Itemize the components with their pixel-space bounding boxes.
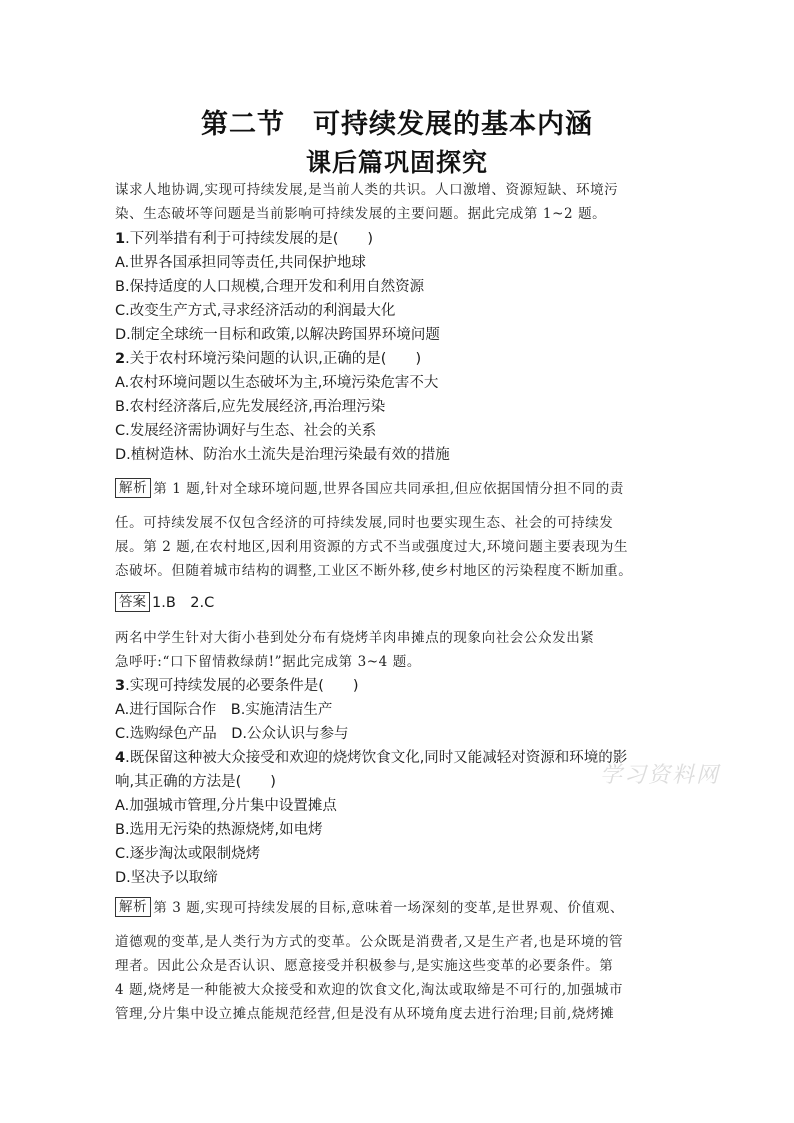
option-item: C.发展经济需协调好与生态、社会的关系 [115, 423, 377, 439]
option-item: C.选购绿色产品 D.公众认识与参与 [115, 726, 349, 742]
question-stem: .既保留这种被大众接受和欢迎的烧烤饮食文化,同时又能减轻对资源和环境的影 [125, 750, 628, 766]
analysis-tag: 解析 [115, 897, 151, 917]
intro-line: 急呼吁:“口下留情救绿荫!”据此完成第 3~4 题。 [115, 654, 421, 670]
question-number: 2 [115, 351, 126, 367]
analysis-line: 管理,分片集中设立摊点能规范经营,但是没有从环境角度去进行治理;目前,烧烤摊 [115, 1006, 615, 1022]
analysis-line: 展。第 2 题,在农村地区,因利用资源的方式不当或强度过大,环境问题主要表现为生 [115, 539, 629, 555]
analysis-line: 道德观的变革,是人类行为方式的变革。公众既是消费者,又是生产者,也是环境的管 [115, 934, 624, 950]
option-item: C.改变生产方式,寻求经济活动的利润最大化 [115, 303, 396, 319]
answer-block [115, 591, 685, 615]
question-stem: .下列举措有利于可持续发展的是( ) [125, 231, 374, 247]
analysis-tag: 解析 [115, 478, 151, 498]
question-stem: .实现可持续发展的必要条件是( ) [125, 678, 359, 694]
option-item: B.农村经济落后,应先发展经济,再治理污染 [115, 399, 386, 415]
analysis-line: 任。可持续发展不仅包含经济的可持续发展,同时也要实现生态、社会的可持续发 [115, 515, 614, 531]
question-stem: .关于农村环境污染问题的认识,正确的是( ) [125, 351, 422, 367]
question-1 [115, 227, 685, 251]
analysis-line: 理者。因此公众是否认识、愿意接受并积极参与,是实施这些变革的必要条件。第 [115, 958, 614, 974]
page-title: 第二节 可持续发展的基本内涵 [201, 109, 593, 140]
option-item: A.加强城市管理,分片集中设置摊点 [115, 798, 337, 814]
option-item: D.制定全球统一目标和政策,以解决跨国界环境问题 [115, 327, 440, 343]
option-item: A.世界各国承担同等责任,共同保护地球 [115, 255, 366, 271]
intro-line: 染、生态破坏等问题是当前影响可持续发展的主要问题。据此完成第 1~2 题。 [115, 206, 607, 222]
answer-text: 1.B 2.C [152, 595, 215, 611]
option-item: B.选用无污染的热源烧烤,如电烤 [115, 822, 323, 838]
option-item: D.坚决予以取缔 [115, 870, 218, 886]
option-item: D.植树造林、防治水土流失是治理污染最有效的措施 [115, 447, 450, 463]
question-number: 3 [115, 678, 126, 694]
answer-tag: 答案 [115, 592, 150, 612]
option-item: A.进行国际合作 B.实施清洁生产 [115, 702, 333, 718]
intro-line: 谋求人地协调,实现可持续发展,是当前人类的共识。人口激增、资源短缺、环境污 [115, 182, 619, 198]
option-item: C.逐步淘汰或限制烧烤 [115, 846, 261, 862]
analysis-line: 第 3 题,实现可持续发展的目标,意味着一场深刻的变革,是世界观、价值观、 [153, 900, 624, 916]
question-2 [115, 347, 685, 371]
question-number: 4 [115, 750, 126, 766]
question-stem-continued: 响,其正确的方法是( ) [115, 774, 276, 790]
analysis-line: 4 题,烧烤是一种能被大众接受和欢迎的饮食文化,淘汰或取缔是不可行的,加强城市 [115, 982, 624, 998]
analysis-line: 态破坏。但随着城市结构的调整,工业区不断外移,使乡村地区的污染程度不断加重。 [115, 563, 633, 579]
watermark: 学习资料网 [600, 763, 721, 788]
question-3 [115, 674, 685, 698]
page-subtitle: 课后篇巩固探究 [305, 148, 488, 177]
analysis-line: 第 1 题,针对全球环境问题,世界各国应共同承担,但应依据国情分担不同的责 [153, 481, 624, 497]
option-item: B.保持适度的人口规模,合理开发和利用自然资源 [115, 279, 425, 295]
analysis-block [115, 477, 685, 501]
option-item: A.农村环境问题以生态破坏为主,环境污染危害不大 [115, 375, 439, 391]
analysis-block [115, 896, 685, 920]
question-number: 1 [115, 231, 126, 247]
intro-line: 两名中学生针对大街小巷到处分布有烧烤羊肉串摊点的现象向社会公众发出紧 [115, 630, 595, 646]
